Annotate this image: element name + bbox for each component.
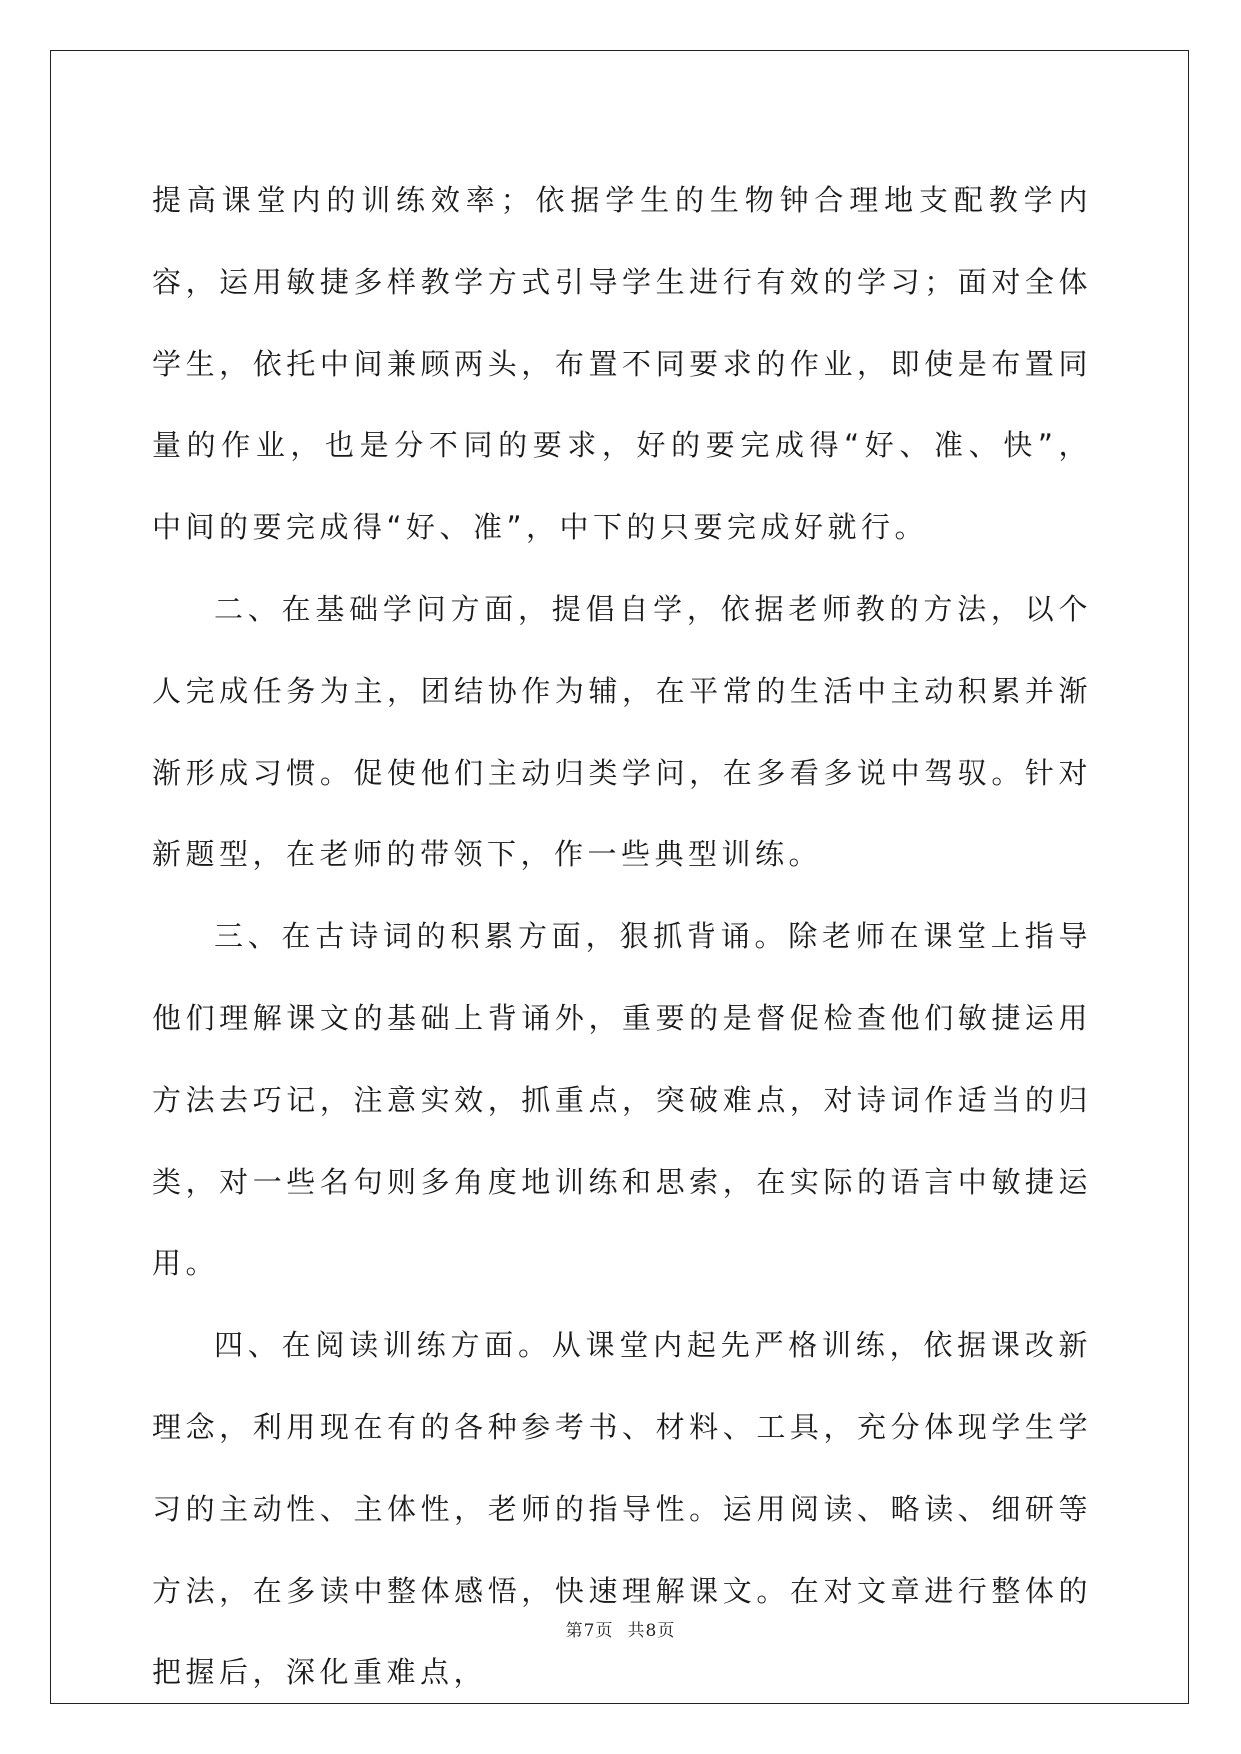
page-number: 第7页 [565, 1621, 614, 1641]
paragraph: 四、在阅读训练方面。从课堂内起先严格训练，依据课改新理念，利用现在有的各种参考书、材料、工具，充分体现学生学习的主动性、主体性，老师的指导性。运用阅读、略读、细研等方法，在多读中整体感悟，快速理解课文。在对文章进行整体的把握后，深化重难点， [152, 1328, 1092, 1690]
page-total: 共8页 [627, 1621, 676, 1641]
paragraph: 提高课堂内的训练效率；依据学生的生物钟合理地支配教学内容，运用敏捷多样教学方式引导学生进行有效的学习；面对全体学生，依托中间兼顾两头，布置不同要求的作业，即使是布置同量的作业，也是分不同的要求，好的要完成得“好、准、快”，中间的要完成得“好、准”，中下的只要完成好就行。 [152, 183, 1092, 545]
document-body [152, 160, 1092, 1714]
paragraph: 二、在基础学问方面，提倡自学，依据老师教的方法，以个人完成任务为主，团结协作为辅，在平常的生活中主动积累并渐渐形成习惯。促使他们主动归类学问，在多看多说中驾驭。针对新题型，在老师的带领下，作一些典型训练。 [152, 591, 1092, 872]
page-footer [0, 1616, 1241, 1641]
paragraph: 三、在古诗词的积累方面，狠抓背诵。除老师在课堂上指导他们理解课文的基础上背诵外，重要的是督促检查他们敏捷运用方法去巧记，注意实效，抓重点，突破难点，对诗词作适当的归类，对一些名句则多角度地训练和思索，在实际的语言中敏捷运用。 [152, 919, 1092, 1281]
